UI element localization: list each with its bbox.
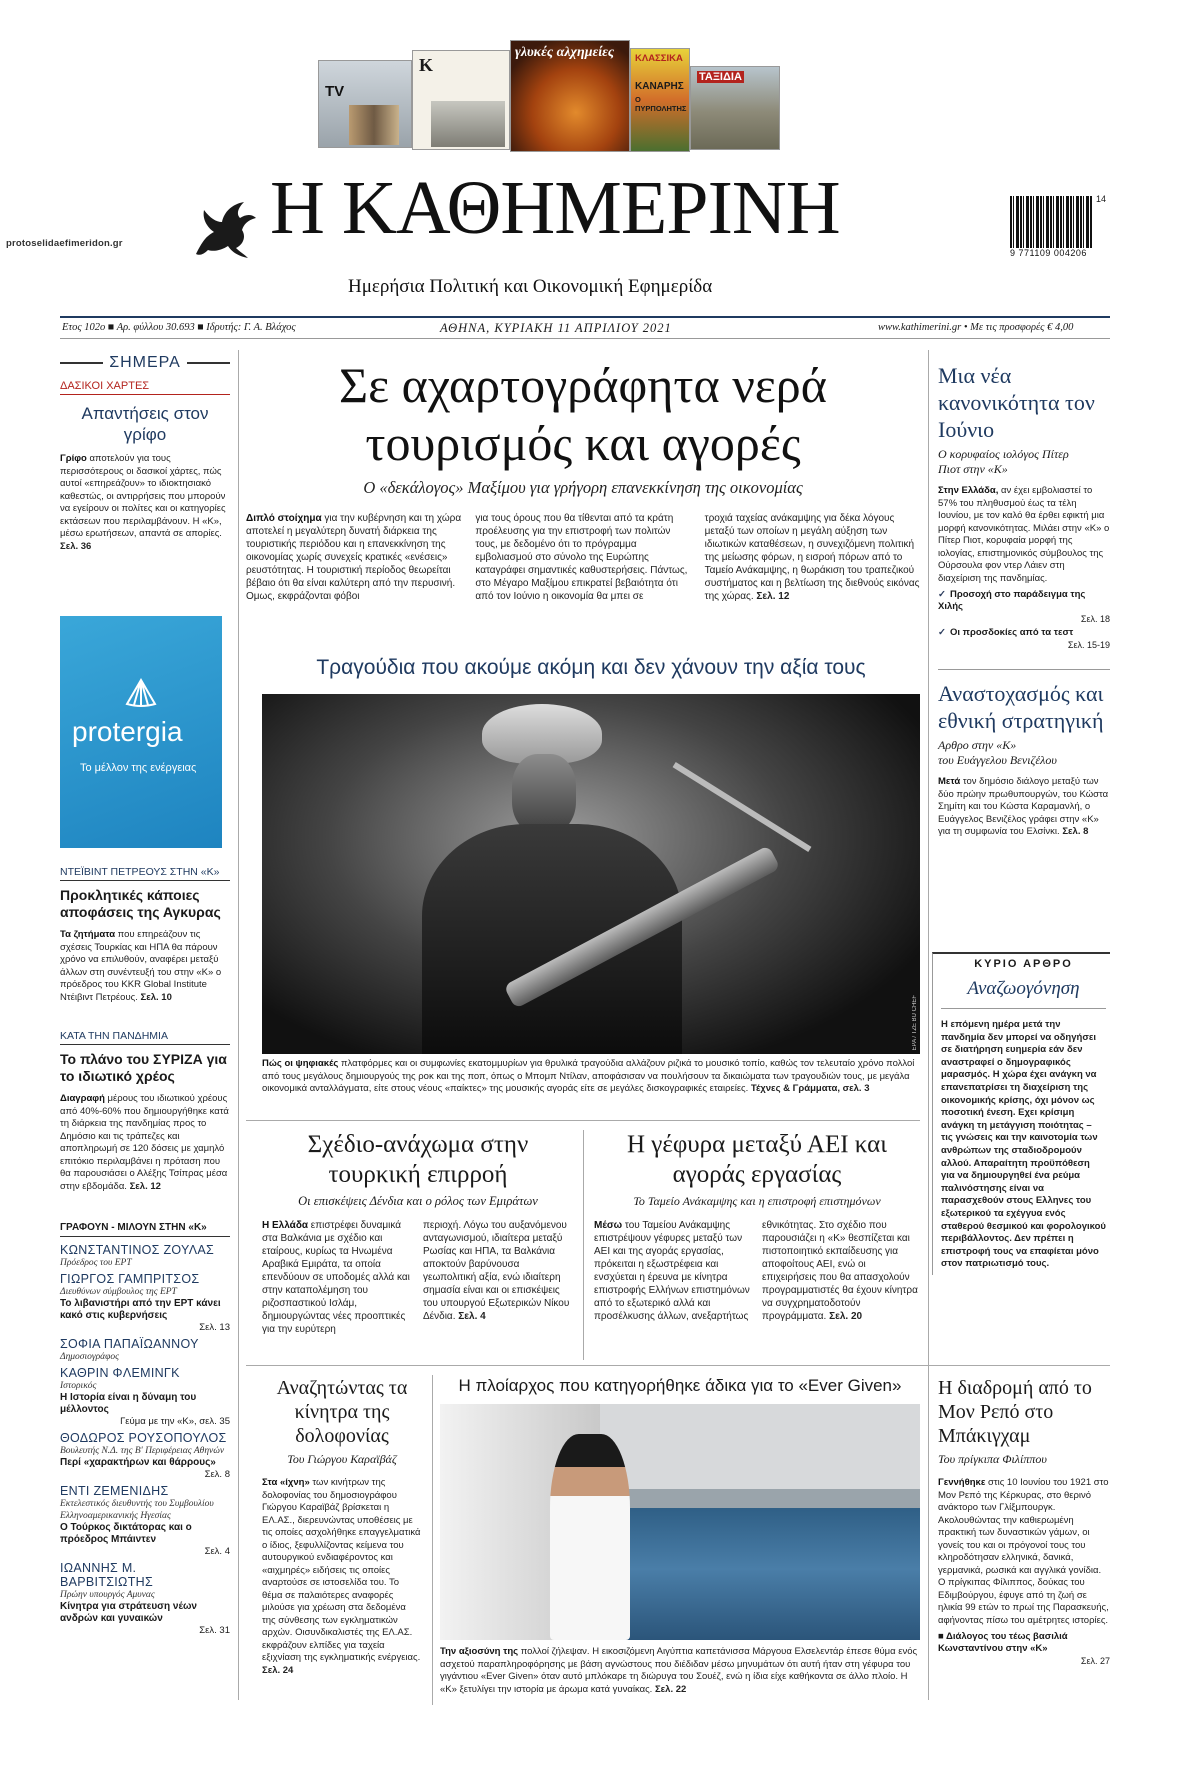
writer-role: Διευθύνων σύμβουλος της ΕΡΤ xyxy=(60,1287,177,1297)
writer-ref: Γεύμα με την «Κ», σελ. 35 xyxy=(120,1416,230,1427)
today-label: ΣΗΜΕΡΑ xyxy=(109,354,181,371)
supplement-classics[interactable] xyxy=(630,48,690,152)
photo-caption-lead: Την αξιοσύνη της xyxy=(440,1646,519,1657)
article-prince-philip[interactable] xyxy=(938,1376,1110,1667)
article-text: εθνικότητας. Στο σχέδιο που παρουσιάζει η «Κ» θεσπίζεται και πιστοποιητικό εκπαίδευσης για αποφοίτους ΑΕΙ, ενώ οι επιχειρήσεις που θα απασχολούν προγραμματιστές θα έχουν κίνητρα να συγχρηματοδοτούν προγράμματα. xyxy=(762,1220,918,1322)
story-lead: Γρίφο xyxy=(60,453,87,464)
writer-name: ΣΟΦΙΑ ΠΑΠΑΪΩΑΝΝΟΥ xyxy=(60,1337,199,1351)
writers-box xyxy=(60,1222,230,1640)
supplement-k-photo xyxy=(431,101,505,147)
bullet-constantine xyxy=(938,1631,1110,1655)
writer-headline: Το λιβανιστήρι από την ΕΡΤ κάνει κακό στις κυβερνήσεις xyxy=(60,1298,221,1321)
checkmark-icon: ✓ xyxy=(938,627,946,638)
photo-ref: Σελ. 22 xyxy=(654,1683,687,1695)
writer-entry[interactable] xyxy=(60,1484,230,1558)
editorial-kicker: ΚΥΡΙΟ ΑΡΘΡΟ xyxy=(974,958,1073,970)
supplement-travel[interactable] xyxy=(690,66,780,150)
bottom-rule xyxy=(246,1365,1110,1366)
bullet-text: Προσοχή στο παράδειγμα της Χιλής xyxy=(938,589,1086,612)
writers-header: ΓΡΑΦΟΥΝ - ΜΙΛΟΥΝ ΣΤΗΝ «Κ» xyxy=(60,1222,230,1237)
story-body xyxy=(60,453,230,553)
article-text: στις 10 Ιουνίου του 1921 στο Μον Ρεπό της Κέρκυρας, στο θερινό ανάκτορο των Γλίξμπουργκ. Ακολουθώντας την καθιερωμένη πρακτική των δυναστικών γάμων, οι γονείς του και οι πρόγονοί τους του κληροδότησαν ελληνικά, δανικά, γερμανικά, ρωσικά και αγγλικά γονίδια. Ο πρίγκιπας Φίλιππος, δούκας του Εδιμβούργου, έφυγε από τη ζωή σε ηλικία 99 ετών το πρωί της Παρασκευής, αφήνοντας πίσω του αμέτρητες ιστορίες. xyxy=(938,1477,1109,1626)
barcode-issue: 14 xyxy=(1096,194,1107,204)
editorial-body: Η επόμενη ημέρα μετά την πανδημία δεν μπορεί να οδηγήσει σε διατήρηση ευημερία εάν δεν αναστραφεί ο δημογραφικός μαρασμός. Η χώρα έχει ανάγκη να επανεπατρίσει τη διαχείριση της οικονομικής κρίσης, όχι μόνον ως ποσοτική ένεση. Εχει κρίσιμη ανάγκη τη μετάγγιση ποιότητας – τις γνώσεις και την καινοτομία των ανθρώπων της σταδιοδρομούν αλλού. Απαραίτητη προϋπόθεση για να δημιουργηθεί ένα ρεύμα παλινόστησης είναι να παρασχεθούν στους Ελληνες του εξωτερικού τα εχέγγυα ενός σταθερού θεσμικού και φορολογικού περιβάλλοντος. Δεν πρέπει η επιστροφή τους να επαφίεται μόνο στον πατριωτισμό τους. xyxy=(941,1019,1106,1270)
article-col-2 xyxy=(762,1219,920,1323)
barcode-number: 9 771109 004206 xyxy=(1010,248,1087,258)
photo-story[interactable] xyxy=(262,656,920,1096)
story-sub: του Ευάγγελου Βενιζέλου xyxy=(938,753,1057,767)
writer-entry[interactable] xyxy=(60,1561,230,1637)
lead-text-2: για τους όρους που θα τίθενται από τα κράτη προέλευσης για την επιστροφή των πολιτών τους, με δεδομένο ότι το πρόγραμμα εμβολιασμού στο σύνολο της Ευρώπης καταγράφει σημαντικές καθυστερήσεις. Πάντως, στο Μέγαρο Μαξίμου επικρατεί βεβαιότητα ότι από τον Ιούνιο η οικονομία θα μπει σε xyxy=(475,513,688,602)
story-kicker: ΝΤΕΪΒΙΝΤ ΠΕΤΡΕΟΥΣ ΣΤΗΝ «Κ» xyxy=(60,866,230,881)
photo-caption-text: πολλοί ζήλεψαν. Η εικοσιζόμενη Αιγύπτια καπετάνισσα Μάργουα Ελσελεντάρ έπεσε θύμα ενός ασχετού παραπληροφόρησης με βάση αγνώστους που διέδιδαν μέσω μηνυμάτων ότι αυτή ήταν στη γέφυρα του γιγάντιου «Ever Given» όταν αυτό μπλόκαρε τη διώρυγα του Σουέζ, ενώ η ίδια είχε καθήκοντα σε άλλο πλοίο. Η «Κ» ξετυλίγει την ιστορία με άρωμα κατά γυναίκας. xyxy=(440,1646,918,1695)
photo-dylan xyxy=(262,694,920,1054)
story-body xyxy=(60,929,230,1004)
story-kicker: ΔΑΣΙΚΟΙ ΧΑΡΤΕΣ xyxy=(60,380,230,395)
article-lead: Στα «ίχνη» xyxy=(262,1477,310,1488)
article-sub: Του Γιώργου Καραϊβάζ xyxy=(287,1452,397,1466)
masthead-subtitle: Ημερήσια Πολιτική και Οικονομική Εφημερίδα xyxy=(348,276,713,297)
photo-ref: Τέχνες & Γράμματα, σελ. 3 xyxy=(750,1083,870,1094)
article-text: επιστρέφει δυναμικά στα Βαλκάνια με σχέδιο και εταίρους, κυρίως τα Ηνωμένα Αραβικά Εμιράτα, τα οποία επενδύουν σε υποδομές αλλά και στην καταπολέμηση του ριζοσπαστικού Ισλάμ, δημιουργώντας νέες προοπτικές για την ευρύτερη xyxy=(262,1220,410,1335)
writer-role: Βουλευτής Ν.Δ. της Β' Περιφέρειας Αθηνών xyxy=(60,1446,225,1456)
masthead-title: Η ΚΑΘΗΜΕΡΙΝΗ xyxy=(270,166,840,250)
article-ref: Σελ. 24 xyxy=(262,1664,294,1676)
story-text: μέρους του ιδιωτικού χρέους από 40%-60% που δημιουργήθηκε κατά τη διάρκεια της πανδημίας προς το Δημόσιο και τις τράπεζες και αποπληρωμή σε 120 δόσεις με χαμηλό επιτόκιο περιλαμβάνει η πρόταση που θα παρουσιάσει ο Αλέξης Τσίπρας μέσα στην εβδομάδα. xyxy=(60,1093,229,1192)
masthead-rule xyxy=(60,316,1110,318)
writer-name: ΕΝΤΙ ΖΕΜΕΝΙΔΗΣ xyxy=(60,1484,169,1498)
lead-story[interactable] xyxy=(246,356,920,603)
lead-columns xyxy=(246,512,920,603)
writer-name: ΘΟΔΩΡΟΣ ΡΟΥΣΟΠΟΥΛΟΣ xyxy=(60,1431,227,1445)
story-ref: Σελ. 12 xyxy=(129,1180,161,1192)
article-universities[interactable] xyxy=(594,1130,920,1323)
barcode-bars xyxy=(1010,196,1092,248)
supplement-book-sub: Ο ΠΥΡΠΟΛΗΤΗΣ xyxy=(635,95,687,113)
barcode xyxy=(1010,196,1098,264)
story-ref: Σελ. 8 xyxy=(1062,826,1089,837)
supplement-tv-figures xyxy=(349,105,399,145)
supplement-tv-label: TV xyxy=(325,83,345,100)
article-sub: Οι επισκέψεις Δένδια και ο ρόλος των Εμιράτων xyxy=(298,1194,538,1208)
article-col-1 xyxy=(262,1219,413,1336)
lead-ref: Σελ. 12 xyxy=(756,591,790,602)
supplement-k[interactable] xyxy=(412,50,510,150)
supplement-tv[interactable] xyxy=(318,60,412,148)
writer-role: Πρόεδρος του ΕΡΤ xyxy=(60,1258,132,1268)
writer-ref: Σελ. 13 xyxy=(199,1322,230,1333)
today-header xyxy=(60,354,230,372)
lead-headline xyxy=(246,356,920,472)
story-text: που επηρεάζουν τις σχέσεις Τουρκίας και ΗΠΑ θα πάρουν χρόνο να επιλυθούν, αναφέρει μεταξύ άλλων στη συνέντευξή του στην «Κ» ο πρόεδρος του KKR Global Institute Ντέιβιντ Πετρέους. xyxy=(60,929,222,1003)
bullet-chile xyxy=(938,589,1110,613)
article-col-1 xyxy=(594,1219,752,1323)
bullet-ref: Σελ. 18 xyxy=(1080,614,1110,624)
website-price: www.kathimerini.gr • Με τις προσφορές € 4,00 xyxy=(878,322,1074,333)
photo-mic-stand xyxy=(673,762,812,852)
story-lead: Μετά xyxy=(938,776,961,787)
story-text: αποτελούν για τους περισσότερους οι δασικοί χάρτες, πώς αυτοί «επηρεάζουν» το ιδιοκτησιακό καθεστώς, οι αντιρρήσεις που μπορούν να εγείρουν οι πολίτες και οι κατηγορίες εκτάσεων που περιλαμβάνουν. Η «Κ», μέσω ερωτήσεων, απαντά σε απορίες. xyxy=(60,453,226,539)
writers-list xyxy=(60,1243,230,1637)
lead-headline-line1: Σε αχαρτογράφητα νερά xyxy=(339,357,827,413)
column-rule-left xyxy=(238,350,239,1700)
right-column xyxy=(938,362,1110,1270)
writer-role: Ιστορικός xyxy=(60,1381,97,1391)
supplement-book-title: ΚΑΝΑΡΗΣ xyxy=(635,81,684,92)
story-lead: Στην Ελλάδα, xyxy=(938,485,999,496)
bullet-text: Οι προσδοκίες από τα τεστ xyxy=(950,627,1074,638)
writer-ref: Σελ. 4 xyxy=(204,1546,230,1557)
article-body xyxy=(262,1477,422,1677)
bullet-ref: Σελ. 15-19 xyxy=(1067,640,1110,650)
date-line: ΑΘΗΝΑ, ΚΥΡΙΑΚΗ 11 ΑΠΡΙΛΙΟΥ 2021 xyxy=(440,321,672,335)
photo-caption-text: πλατφόρμες και οι συμφωνίες εκατομμυρίων για θρυλικά τραγούδια αλλάζουν ριζικά το μουσικό τοπίο, καθώς τον τελευταίο χρόνο πολλοί από τους μεγάλους δημιουργούς της ροκ και της ποπ, όπως ο Μπομπ Ντίλαν, αποφάσισαν να πουλήσουν τα δικαιώματα των τραγουδιών τους, με μεγάλα οικονομικά ανταλλάγματα, είτε στους νέους «παίκτες» της μουσικής αγοράς είτε σε μεγάλες δισκογραφικές εταιρείες. xyxy=(262,1058,915,1094)
writer-name: ΓΙΩΡΓΟΣ ΓΑΜΠΡΙΤΣΟΣ xyxy=(60,1272,200,1286)
bullet-text: Διάλογος του τέως βασιλιά Κωνσταντίνου στην «Κ» xyxy=(938,1631,1068,1654)
story-title: Προκλητικές κάποιες αποφάσεις της Αγκυρας xyxy=(60,887,221,920)
checkmark-icon: ✓ xyxy=(938,589,946,600)
article-ref: Σελ. 20 xyxy=(829,1311,863,1322)
story-text: αν έχει εμβολιαστεί το 57% του πληθυσμού έως τα τέλη Ιουνίου, με τον καλό θα έρθει εφικτή μια μορφή κανονικότητας. Μιλάει στην «Κ» ο Πίτερ Πιοτ, κορυφαία μορφή της ιολογίας, επιστημονικός σύμβουλος της Ούρσουλα φον ντερ Λάιεν στη διαχείριση της πανδημίας. xyxy=(938,485,1110,584)
lead-text-1: για την κυβέρνηση και τη χώρα αποτελεί η μεγαλύτερη δυνατή διάρκεια της τουριστικής περιόδου και η επανεκκίνηση της οικονομίας χωρίς συνεχείς κρατικές «ενέσεις» ρευστότητας. Η τουριστική περίοδος θεωρείται βέβαιο ότι θα είναι καλύτερη από την περυσινή. Ομως, εκφράζονται φόβοι xyxy=(246,513,462,602)
writer-role: Πρώην υπουργός Αμυνας xyxy=(60,1590,155,1600)
story-syriza-debt[interactable] xyxy=(60,1030,230,1193)
article-columns xyxy=(594,1219,920,1323)
bullet-ref: Σελ. 27 xyxy=(1080,1656,1110,1666)
story-body xyxy=(60,1093,230,1193)
photo-caption xyxy=(262,1058,920,1096)
writer-ref: Σελ. 31 xyxy=(199,1625,230,1636)
photo-caption-lead: Πώς οι ψηφιακές xyxy=(262,1058,339,1069)
writer-headline: Περί «χαρακτήρων και θάρρους» xyxy=(60,1457,216,1468)
bullet-tests xyxy=(938,627,1110,639)
article-title: Σχέδιο-ανάχωμα στην τουρκική επιρροή xyxy=(307,1131,529,1188)
article-text: περιοχή. Λόγω του αυξανόμενου ανταγωνισμού, ιδιαίτερα μεταξύ Ρωσίας και ΗΠΑ, τα Βαλκάνια αποκτούν βαρύνουσα γεωπολιτική αξία, ενώ ιδιαίτερη σημασία είναι και οι επισκέψεις του υπουργού Εξωτερικών Νίκου Δένδια. xyxy=(423,1220,570,1322)
square-bullet-icon: ■ xyxy=(938,1631,947,1642)
story-text: τον δημόσιο διάλογο μεταξύ των δύο πρώην πρωθυπουργών, του Κώστα Σημίτη και του Κώστα Καραμανλή, ο Ευάγγελος Βενιζέλος γράφει στην «Κ» για τη συμφωνία του Ελσίνκι. xyxy=(938,776,1109,837)
site-watermark: protoselidaefimeridon.gr xyxy=(6,238,123,249)
masthead-rule-bottom xyxy=(60,338,1110,339)
story-body xyxy=(938,776,1110,839)
story-title: Αναστοχασμός και εθνική στρατηγική xyxy=(938,681,1104,733)
story-lead: Διαγραφή xyxy=(60,1093,105,1104)
story-ref: Σελ. 10 xyxy=(140,991,172,1003)
photo-captain-figure xyxy=(550,1434,630,1640)
supplement-travel-label: ΤΑΞΙΔΙΑ xyxy=(699,71,742,83)
ad-brand: protergia xyxy=(72,716,183,747)
article-text: των κινήτρων της δολοφονίας του δημοσιογράφου Γιώργου Καραϊβάζ βρίσκεται η ΕΛ.ΑΣ., διερευνώντας υποθέσεις με τις οποίες ασχολήθηκε επαγγελματικά ο ίδιος, ξεφυλλίζοντας κείμενα του αυτουργικού ενδιαφέροντος και «αιχμηρές» ειδήσεις τις οποίες αναρτούσε σε ιστοσελίδα του. Το θέμα σε παλαιότερες αναφορές μιλούσε για χρέωση στα δεδομένα της σύνθεσης των εγκληματικών αρχών. Οισυνδικαλιστές της ΕΛ.ΑΣ. εκφράζουν ελπίδες για ταχεία εξιχνίαση της εγκληματικής ενέργειας. xyxy=(262,1477,421,1663)
issue-info: Ετος 102ο ■ Αρ. φύλλου 30.693 ■ Ιδρυτής: Γ. Α. Βλάχος xyxy=(62,322,296,333)
supplement-classics-label: ΚΛΑΣΣΙΚΑ xyxy=(635,53,683,64)
mid-divider xyxy=(583,1130,584,1360)
right-rule xyxy=(938,669,1110,670)
story-kicker: ΚΑΤΑ ΤΗΝ ΠΑΝΔΗΜΙΑ xyxy=(60,1030,230,1045)
photo-caption xyxy=(440,1646,920,1696)
protergia-ad[interactable] xyxy=(60,616,222,848)
lead-lead: Διπλό στοίχημα xyxy=(246,513,322,524)
story-title: Μια νέα κανονικότητα τον Ιούνιο xyxy=(938,363,1095,442)
article-sub: Του πρίγκιπα Φιλίππου xyxy=(938,1452,1047,1466)
writer-entry[interactable] xyxy=(60,1272,230,1334)
griffin-logo-icon xyxy=(188,192,260,262)
writer-role: Δημοσιογράφος xyxy=(60,1352,120,1362)
article-title: Η γέφυρα μεταξύ ΑΕΙ και αγοράς εργασίας xyxy=(626,1131,888,1188)
article-title: Η διαδρομή από το Μον Ρεπό στο Μπάκιγχαμ xyxy=(938,1377,1092,1447)
story-lead: Τα ζητήματα xyxy=(60,929,116,940)
lead-text-3: τροχιά ταχείας ανάκαμψης για δέκα λόγους μεταξύ των οποίων η μεγάλη αύξηση των ιδιωτικών καταθέσεων, η συνεχιζόμενη πολιτική της μείωσης φόρων, η εισροή πόρων από το Ταμείο Ανάκαμψης, η θωράκιση του τραπεζικού συστήματος και η βελτίωση της διεθνούς εικόνας της χώρας. xyxy=(704,513,920,602)
story-forest-maps[interactable] xyxy=(60,380,230,553)
lead-deck: Ο «δεκάλογος» Μαξίμου για γρήγορη επανεκκίνηση της οικονομίας xyxy=(363,478,803,497)
editorial-title: Αναζωογόνηση xyxy=(941,970,1106,1009)
article-lead: Η Ελλάδα xyxy=(262,1220,309,1231)
lead-col-1 xyxy=(246,512,461,603)
article-ref: Σελ. 4 xyxy=(458,1311,486,1322)
story-petraeus[interactable] xyxy=(60,866,230,1004)
article-col-2 xyxy=(423,1219,574,1336)
writer-entry[interactable] xyxy=(60,1431,230,1481)
editorial-box[interactable] xyxy=(932,952,1110,1275)
article-sub: Το Ταμείο Ανάκαμψης και η επιστροφή επιστημόνων xyxy=(633,1194,881,1208)
article-captain[interactable] xyxy=(440,1376,920,1696)
article-text: του Ταμείου Ανάκαμψης επιστρέψουν γέφυρες μεταξύ των ΑΕΙ και της αγοράς εργασίας, πρόκειται η εξωστρέφεια και ενσχύεται η έρευνα με κίνητρα επιστροφής Ελλήνων επιστημόνων από το εξωτερικό αλλά και προσέλκυσης άλλων, ανεξαρτήτως xyxy=(594,1220,750,1322)
article-heading: Η πλοίαρχος που κατηγορήθηκε άδικα για το «Ever Given» xyxy=(458,1376,902,1395)
bottom-divider-left xyxy=(432,1375,433,1705)
article-lead: Γεννήθηκε xyxy=(938,1477,986,1488)
lead-col-2 xyxy=(475,512,690,603)
story-title: Απαντήσεις στον γρίφο xyxy=(81,404,209,444)
story-sub: Αρθρο στην «Κ» xyxy=(938,738,1017,752)
story-sub: Ο κορυφαίος ιολόγος Πίτερ Πιοτ στην «Κ» xyxy=(938,447,1069,476)
writer-ref: Σελ. 8 xyxy=(204,1469,230,1480)
writer-entry[interactable] xyxy=(60,1337,230,1363)
lead-col-3 xyxy=(705,512,920,603)
photo-captain xyxy=(440,1404,920,1640)
writer-headline: Ο Τούρκος δικτάτορας και ο πρόεδρος Μπάιντεν xyxy=(60,1522,192,1545)
story-venizelos[interactable] xyxy=(938,680,1110,839)
mid-rule xyxy=(246,1120,920,1121)
ad-slogan: Το μέλλον της ενέργειας xyxy=(80,762,197,774)
story-title: Το πλάνο του ΣΥΡΙΖΑ για το ιδιωτικό χρέος xyxy=(60,1051,227,1084)
article-turkey[interactable] xyxy=(262,1130,574,1336)
story-body xyxy=(938,485,1110,585)
story-piot[interactable] xyxy=(938,362,1110,651)
photo-face xyxy=(512,754,576,834)
writer-name: ΙΩΑΝΝΗΣ Μ. ΒΑΡΒΙΤΣΙΩΤΗΣ xyxy=(60,1561,153,1589)
article-columns xyxy=(262,1219,574,1336)
lead-headline-line2: τουρισμός και αγορές xyxy=(365,415,801,471)
writer-headline: Κίνητρα για στράτευση νέων ανδρών και γυναικών xyxy=(60,1601,197,1624)
writer-role: Εκτελεστικός διευθυντής του Συμβουλίου Ελληνοαμερικανικής Ηγεσίας xyxy=(60,1499,214,1521)
writer-entry[interactable] xyxy=(60,1366,230,1428)
photo-credit: EPA / TZE BU CHEF xyxy=(912,994,918,1050)
article-lead: Μέσω xyxy=(594,1220,623,1231)
left-column xyxy=(60,354,230,1636)
writer-entry[interactable] xyxy=(60,1243,230,1269)
shell-logo-icon xyxy=(124,678,158,708)
article-karaivaz[interactable] xyxy=(262,1376,422,1677)
column-rule-right xyxy=(928,350,929,1700)
supplement-food-label: γλυκές αλχημείες xyxy=(515,45,615,60)
story-ref: Σελ. 36 xyxy=(60,540,92,552)
writer-name: ΚΑΘΡΙΝ ΦΛΕΜΙΝΓΚ xyxy=(60,1366,180,1380)
article-body xyxy=(938,1477,1110,1627)
supplement-food[interactable] xyxy=(510,40,630,152)
supplement-k-label: K xyxy=(419,55,434,75)
writer-name: ΚΩΝΣΤΑΝΤΙΝΟΣ ΖΟΥΛΑΣ xyxy=(60,1243,215,1257)
article-title: Αναζητώντας τα κίνητρα της δολοφονίας xyxy=(276,1377,408,1447)
photo-heading: Τραγούδια που ακούμε ακόμη και δεν χάνουν την αξία τους xyxy=(316,656,866,679)
writer-headline: Η Ιστορία είναι η δύναμη του μέλλοντος xyxy=(60,1392,197,1415)
